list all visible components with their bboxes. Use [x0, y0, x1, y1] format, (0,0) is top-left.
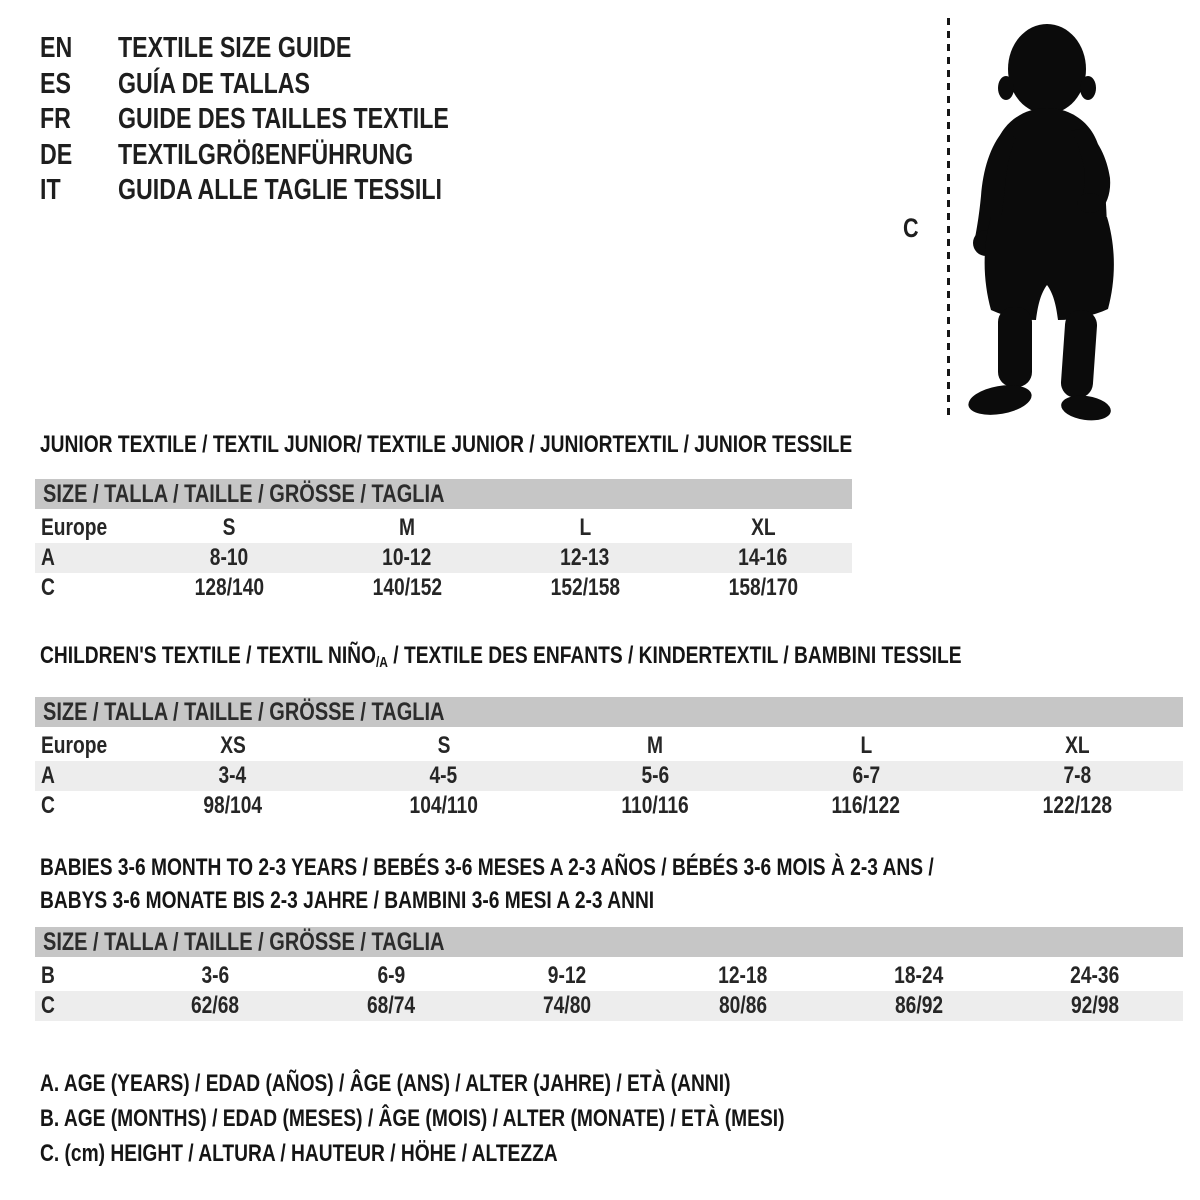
- language-title: GUIDE DES TAILLES TEXTILE: [118, 103, 449, 136]
- language-code: IT: [40, 174, 61, 207]
- value-cell: 7-8: [1063, 762, 1092, 789]
- table-row-age: [35, 761, 1183, 791]
- value-cell: 6-9: [377, 962, 405, 989]
- language-row-fr: [40, 102, 532, 138]
- value-cell: 74/80: [542, 992, 592, 1019]
- language-row-en: [40, 31, 532, 67]
- value-cell: 62/68: [190, 992, 240, 1019]
- legend-line-b: B. AGE (MONTHS) / EDAD (MESES) / ÂGE (MOIS) / ALTER (MONATE) / ETÀ (MESI): [40, 1104, 785, 1132]
- size-header-cell: XL: [1065, 732, 1090, 759]
- value-cell: 6-7: [852, 762, 881, 789]
- value-cell: 116/122: [832, 792, 901, 819]
- value-cell: 110/116: [621, 792, 689, 819]
- value-cell: 86/92: [894, 992, 944, 1019]
- size-header-cell: XS: [219, 732, 246, 759]
- table-header-row: [35, 513, 852, 543]
- language-title: GUÍA DE TALLAS: [118, 67, 311, 100]
- table-header-row: [35, 731, 1183, 761]
- size-header-cell: S: [437, 732, 451, 759]
- size-header-cell: S: [222, 514, 236, 541]
- language-row-it: [40, 173, 532, 209]
- region-header-cell: Europe: [41, 732, 108, 759]
- size-header-cell: M: [399, 514, 415, 541]
- value-cell: 12-13: [560, 544, 610, 571]
- row-label-cell: A: [41, 544, 55, 571]
- row-label-cell: C: [41, 792, 55, 819]
- value-cell: 92/98: [1070, 992, 1120, 1019]
- language-code: EN: [40, 32, 73, 65]
- value-cell: 5-6: [641, 762, 669, 789]
- value-cell: 14-16: [738, 544, 788, 571]
- value-cell: 3-4: [218, 762, 247, 789]
- value-cell: 9-12: [547, 962, 587, 989]
- value-cell: 98/104: [203, 792, 262, 819]
- section-title-line1: BABIES 3-6 MONTH TO 2-3 YEARS / BEBÉS 3-6 MESES A 2-3 AÑOS / BÉBÉS 3-6 MOIS À 2-3 ANS /: [40, 854, 934, 881]
- row-label-cell: C: [41, 574, 55, 601]
- table-row-height: [35, 991, 1183, 1021]
- value-cell: 128/140: [194, 574, 264, 601]
- language-code: DE: [40, 138, 73, 171]
- region-header-cell: Europe: [41, 514, 108, 541]
- value-cell: 158/170: [728, 574, 798, 601]
- row-label-cell: C: [41, 992, 55, 1019]
- value-cell: 10-12: [382, 544, 432, 571]
- value-cell: 152/158: [550, 574, 620, 601]
- value-cell: 12-18: [718, 962, 768, 989]
- measure-label-c: C: [903, 213, 919, 243]
- measurement-legend: [40, 1066, 971, 1171]
- legend-line-a: A. AGE (YEARS) / EDAD (AÑOS) / ÂGE (ANS) / ALTER (JAHRE) / ETÀ (ANNI): [40, 1069, 731, 1097]
- size-header-bar: SIZE / TALLA / TAILLE / GRÖSSE / TAGLIA: [35, 927, 1183, 957]
- nino-a-subscript: /A: [375, 654, 388, 671]
- size-header-cell: M: [647, 732, 663, 759]
- size-header-bar: SIZE / TALLA / TAILLE / GRÖSSE / TAGLIA: [35, 697, 1183, 727]
- size-header-cell: L: [579, 514, 591, 541]
- section-babies-textile: [35, 851, 1183, 1021]
- section-children-textile: [35, 643, 1183, 821]
- table-row-age: [35, 543, 852, 573]
- language-title: TEXTILE SIZE GUIDE: [118, 32, 352, 65]
- value-cell: 80/86: [718, 992, 768, 1019]
- section-title: CHILDREN'S TEXTILE / TEXTIL $NIÑO_{/A}$ / TEXTILE DES ENFANTS / KINDERTEXTIL / BAMBINI TESSILE: [40, 642, 962, 671]
- row-label-cell: A: [41, 762, 55, 789]
- language-code: FR: [40, 103, 71, 136]
- size-header-cell: L: [860, 732, 873, 759]
- value-cell: 3-6: [201, 962, 229, 989]
- section-title: JUNIOR TEXTILE / TEXTIL JUNIOR/ TEXTILE JUNIOR / JUNIORTEXTIL / JUNIOR TESSILE: [40, 431, 853, 458]
- value-cell: 18-24: [894, 962, 944, 989]
- toddler-silhouette-icon: [960, 12, 1140, 422]
- legend-line-c: C. (cm) HEIGHT / ALTURA / HAUTEUR / HÖHE / ALTEZZA: [40, 1139, 558, 1167]
- section-junior-textile: [35, 432, 852, 603]
- value-cell: 8-10: [209, 544, 249, 571]
- height-measure-dashed-line: [947, 18, 950, 415]
- language-row-es: [40, 67, 532, 103]
- table-row-height: [35, 573, 852, 603]
- row-label-cell: B: [41, 962, 55, 989]
- value-cell: 4-5: [429, 762, 458, 789]
- language-row-de: [40, 138, 532, 174]
- language-title: TEXTILGRÖßENFÜHRUNG: [118, 138, 414, 171]
- table-row-age-months: [35, 961, 1183, 991]
- value-cell: 140/152: [372, 574, 442, 601]
- size-header-cell: XL: [750, 514, 776, 541]
- size-header-bar: SIZE / TALLA / TAILLE / GRÖSSE / TAGLIA: [35, 479, 852, 509]
- language-header: [40, 31, 532, 209]
- value-cell: 24-36: [1070, 962, 1120, 989]
- value-cell: 122/128: [1042, 792, 1113, 819]
- language-code: ES: [40, 67, 71, 100]
- language-title: GUIDA ALLE TAGLIE TESSILI: [118, 174, 442, 207]
- table-row-height: [35, 791, 1183, 821]
- value-cell: 68/74: [366, 992, 416, 1019]
- value-cell: 104/110: [409, 792, 478, 819]
- section-title-line2: BABYS 3-6 MONATE BIS 2-3 JAHRE / BAMBINI 3-6 MESI A 2-3 ANNI: [40, 887, 655, 914]
